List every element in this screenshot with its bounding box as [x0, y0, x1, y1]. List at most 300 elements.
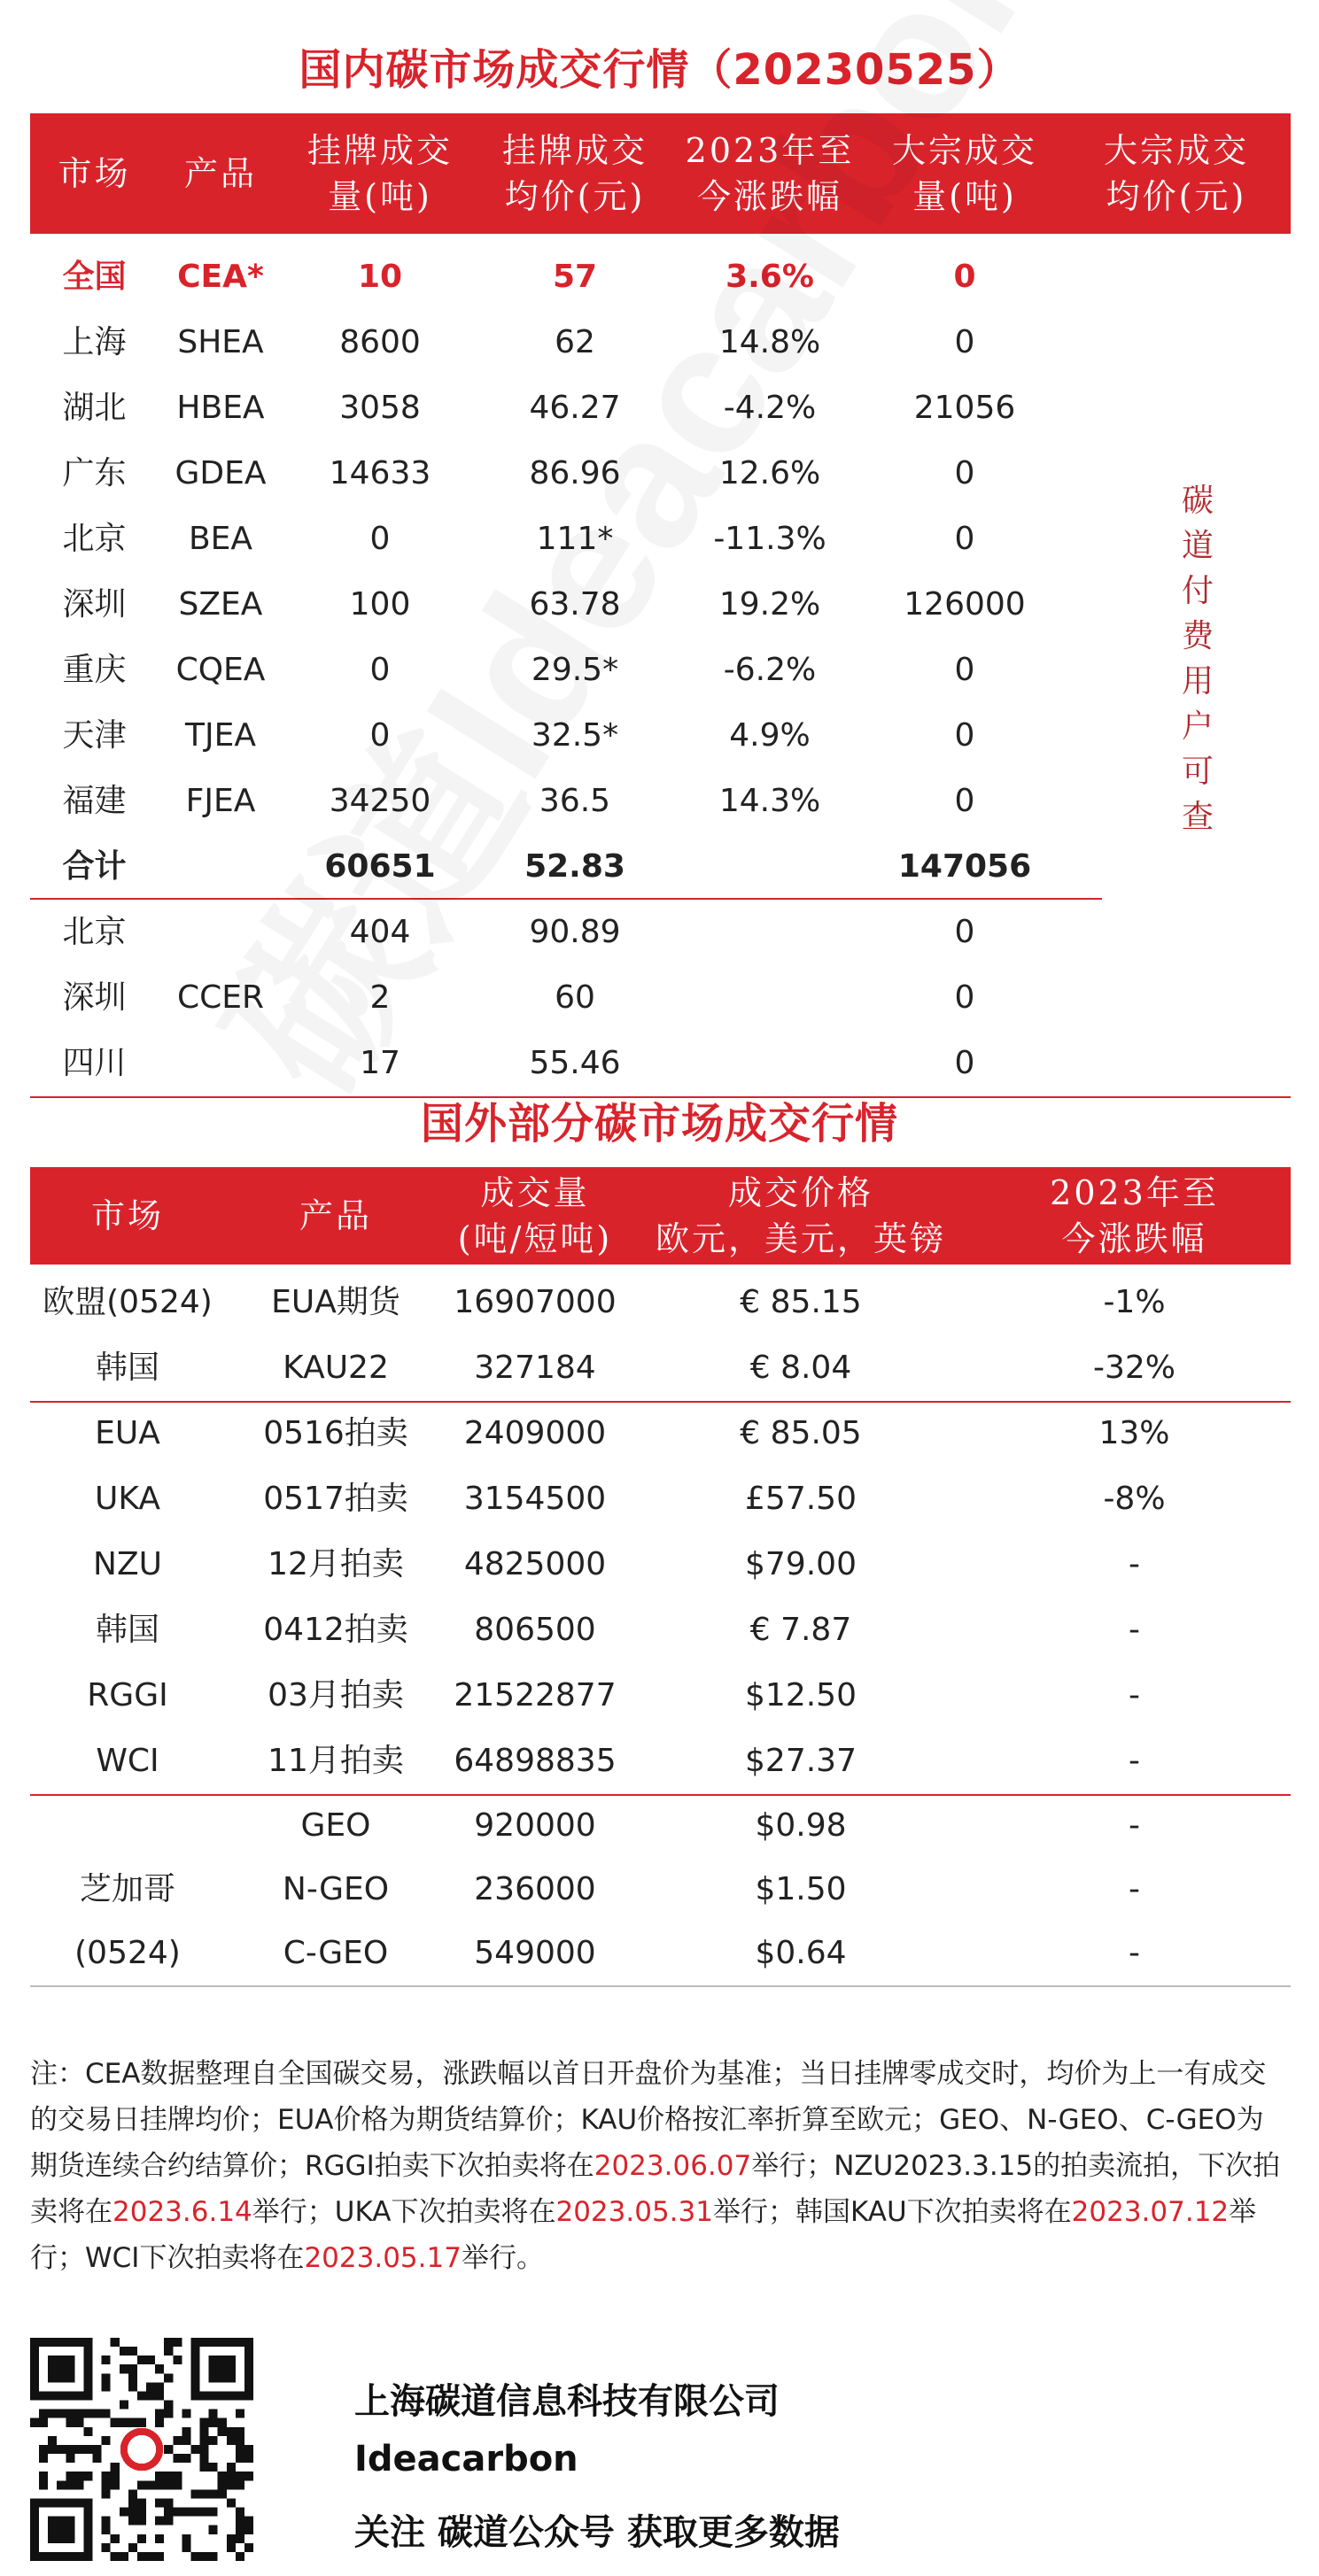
table-cell: 21522877 — [454, 1677, 617, 1713]
qr-module — [182, 2410, 190, 2418]
table-cell: € 85.05 — [740, 1415, 862, 1451]
table-cell: $27.37 — [745, 1743, 857, 1779]
table-row — [30, 1466, 1291, 1532]
table-cell: 2 — [369, 979, 391, 1016]
qr-module — [111, 2463, 120, 2472]
table-cell: NZU — [93, 1546, 162, 1582]
table-cell: 韩国 — [95, 1350, 159, 1386]
qr-module — [200, 2418, 209, 2427]
qr-module — [93, 2410, 102, 2418]
qr-module — [146, 2391, 155, 2400]
qr-module — [244, 2445, 253, 2454]
qr-module — [137, 2418, 146, 2427]
table-row — [30, 244, 1291, 310]
qr-module — [244, 2543, 253, 2552]
table-cell: 57 — [552, 259, 598, 295]
header-line: (吨/短吨) — [457, 1219, 613, 1258]
table-cell: 63.78 — [529, 586, 621, 623]
qr-module — [209, 2418, 218, 2427]
qr-module — [57, 2445, 66, 2454]
qr-module — [200, 2427, 209, 2436]
qr-module — [173, 2436, 182, 2445]
qr-module — [155, 2391, 164, 2400]
table-cell: $0.98 — [755, 1807, 847, 1844]
qr-module — [66, 2445, 74, 2454]
qr-module — [164, 2517, 173, 2526]
qr-module — [227, 2534, 236, 2543]
side-note-text: 碳道付费用户可查 — [1181, 483, 1214, 835]
table-cell: -8% — [1103, 1481, 1166, 1517]
table-cell: 64898835 — [454, 1743, 617, 1779]
qr-module — [83, 2410, 92, 2418]
table-cell: CQEA — [175, 652, 266, 688]
qr-module — [111, 2418, 120, 2427]
table-cell: 404 — [349, 914, 411, 950]
qr-module — [137, 2552, 146, 2561]
qr-module — [146, 2382, 155, 2391]
qr-module — [236, 2410, 244, 2418]
qr-module — [111, 2338, 120, 2347]
table-cell: 4825000 — [463, 1546, 607, 1582]
footnote — [30, 2051, 1288, 2281]
header-line: 市场 — [58, 154, 131, 193]
qr-module — [74, 2480, 83, 2489]
table-cell: 0 — [954, 979, 975, 1016]
qr-module — [66, 2480, 74, 2489]
qr-module — [39, 2445, 48, 2454]
qr-module — [155, 2382, 164, 2391]
table-cell: 天津 — [62, 717, 127, 754]
qr-module — [200, 2445, 209, 2454]
table-cell: 111* — [536, 521, 614, 557]
qr-module — [209, 2489, 218, 2498]
table-row — [30, 1532, 1291, 1597]
table-cell: 12月拍卖 — [268, 1546, 404, 1582]
table-cell: 北京 — [62, 521, 127, 557]
qr-module — [209, 2410, 218, 2418]
qr-module — [182, 2534, 190, 2543]
domestic-col-header — [30, 151, 159, 197]
qr-module — [236, 2427, 244, 2436]
table-cell: GEO — [300, 1807, 371, 1844]
qr-module — [209, 2463, 218, 2472]
qr-module — [164, 2498, 173, 2507]
qr-module — [48, 2436, 57, 2445]
qr-module — [102, 2517, 111, 2526]
qr-module — [209, 2436, 218, 2445]
divider — [30, 1401, 1291, 1403]
table-row — [30, 1597, 1291, 1663]
qr-module — [244, 2517, 253, 2526]
qr-module — [39, 2410, 48, 2418]
table-row — [30, 1401, 1291, 1466]
qr-module — [236, 2552, 244, 2561]
qr-module — [137, 2534, 146, 2543]
table-cell: $12.50 — [745, 1677, 857, 1713]
table-cell: $79.00 — [745, 1546, 857, 1582]
note-date: 2023.6.14 — [113, 2196, 252, 2228]
foreign-table-header — [30, 1167, 1291, 1265]
qr-module — [137, 2356, 146, 2364]
qr-module — [218, 2480, 227, 2489]
table-row — [30, 572, 1291, 638]
qr-module — [164, 2410, 173, 2418]
note-date: 2023.07.12 — [1071, 2196, 1230, 2228]
header-line: 市场 — [90, 1196, 164, 1235]
table-cell: 34250 — [329, 783, 431, 819]
table-cell: 55.46 — [529, 1045, 621, 1081]
table-cell: 上海 — [62, 324, 127, 360]
qr-module — [236, 2445, 244, 2454]
table-cell: 3058 — [339, 390, 421, 426]
domestic-table-header — [30, 113, 1291, 234]
qr-module — [128, 2347, 137, 2356]
header-line: 今涨跌幅 — [1061, 1219, 1207, 1258]
header-line: 均价(元) — [504, 177, 646, 216]
qr-module — [236, 2472, 244, 2480]
qr-module — [155, 2498, 164, 2507]
qr-module — [227, 2543, 236, 2552]
table-cell: 14633 — [329, 455, 431, 491]
qr-module — [39, 2418, 48, 2427]
qr-module — [227, 2427, 236, 2436]
table-cell: £57.50 — [745, 1481, 857, 1517]
note-text: 举行；NZU2023.3.15的拍卖流拍，下次拍卖将在 — [30, 2150, 1281, 2228]
qr-module — [48, 2356, 74, 2382]
note-date: 2023.06.07 — [594, 2150, 752, 2182]
qr-module — [66, 2472, 74, 2480]
qr-module — [102, 2436, 111, 2445]
qr-module — [182, 2427, 190, 2436]
qr-module — [128, 2517, 137, 2526]
table-cell: 60 — [555, 979, 595, 1016]
qr-module — [102, 2489, 111, 2498]
table-cell: 549000 — [474, 1935, 596, 1971]
table-cell: 2409000 — [463, 1415, 607, 1451]
table-cell: 3.6% — [725, 259, 814, 295]
table-cell: TJEA — [185, 717, 256, 754]
qr-module — [102, 2526, 111, 2534]
table-row — [30, 310, 1291, 375]
header-line: 量(吨) — [328, 177, 432, 216]
qr-module — [146, 2552, 155, 2561]
qr-module — [209, 2552, 218, 2561]
table-cell: 0 — [954, 521, 975, 557]
qr-module — [120, 2508, 128, 2517]
foreign-col-header — [225, 1193, 446, 1239]
table-row — [30, 1270, 1291, 1335]
table-cell: EUA — [95, 1415, 160, 1451]
qr-module — [173, 2356, 182, 2364]
table-cell: -1% — [1103, 1284, 1166, 1320]
header-line: 产品 — [299, 1196, 372, 1235]
qr-module — [146, 2356, 155, 2364]
foreign-col-header — [30, 1193, 225, 1239]
qr-module — [137, 2517, 146, 2526]
qr-code[interactable] — [30, 2338, 253, 2561]
table-cell: 湖北 — [62, 390, 127, 426]
qr-module — [120, 2401, 128, 2410]
qr-module — [74, 2445, 83, 2454]
qr-module — [120, 2364, 128, 2373]
table-cell: 806500 — [474, 1612, 596, 1648]
table-cell: - — [1129, 1871, 1140, 1907]
qr-module — [173, 2480, 182, 2489]
qr-module — [236, 2454, 244, 2463]
foreign-col-header — [978, 1170, 1291, 1262]
table-cell: -6.2% — [723, 652, 817, 688]
qr-module — [164, 2401, 173, 2410]
table-row — [30, 1663, 1291, 1729]
note-date: 2023.05.31 — [555, 2196, 713, 2228]
table-cell: 重庆 — [62, 652, 127, 688]
ccer-row — [30, 1031, 1291, 1096]
domestic-col-header — [1062, 128, 1291, 220]
qr-module — [102, 2373, 111, 2382]
qr-module — [66, 2410, 74, 2418]
qr-module — [155, 2364, 164, 2373]
qr-module — [244, 2454, 253, 2463]
qr-module — [155, 2480, 164, 2489]
qr-module — [146, 2480, 155, 2489]
table-cell: 46.27 — [529, 390, 621, 426]
table-cell: -32% — [1092, 1350, 1175, 1386]
table-cell: FJEA — [185, 783, 256, 819]
chicago-market: 芝加哥(0524) — [74, 1871, 181, 1971]
table-cell: - — [1129, 1546, 1140, 1582]
qr-module — [137, 2391, 146, 2400]
qr-module — [173, 2338, 182, 2347]
total-cell: 52.83 — [524, 848, 625, 885]
qr-module — [120, 2347, 128, 2356]
table-cell: € 85.15 — [740, 1284, 862, 1320]
qr-module — [200, 2489, 209, 2498]
qr-module — [173, 2454, 182, 2463]
table-cell: 920000 — [474, 1807, 596, 1844]
table-cell: SZEA — [178, 586, 263, 623]
chicago-row — [30, 1794, 1291, 1858]
qr-module — [155, 2517, 164, 2526]
qr-module — [200, 2508, 209, 2517]
divider — [30, 1985, 1291, 1987]
qr-module — [120, 2418, 128, 2427]
domestic-col-header — [159, 151, 283, 197]
table-cell: 四川 — [62, 1045, 127, 1081]
table-cell: GDEA — [175, 455, 267, 491]
table-cell: 21056 — [913, 390, 1016, 426]
qr-module — [227, 2498, 236, 2507]
table-cell: 0 — [369, 717, 391, 754]
table-row — [30, 1335, 1291, 1401]
header-line: 成交价格 — [727, 1173, 873, 1212]
qr-module — [200, 2463, 209, 2472]
table-row — [30, 769, 1291, 834]
qr-module — [66, 2454, 74, 2463]
domestic-col-header — [867, 128, 1062, 220]
header-line: 挂牌成交 — [306, 131, 453, 170]
note-text: 注：CEA数据整理自全国碳交易，涨跌幅以首日开盘价为基准；当日挂牌零成交时，均价为上一有成交的交易日挂牌均价；EUA价格为期货结算价；KAU价格按汇率折算至欧元；GEO、N-GEO、C-GEO为期货连续合约结算价；RGGI拍卖下次拍卖将在 — [30, 2058, 1267, 2182]
qr-module — [155, 2534, 164, 2543]
header-line: 产品 — [183, 154, 257, 193]
qr-module — [57, 2410, 66, 2418]
qr-module — [74, 2410, 83, 2418]
table-cell: $0.64 — [755, 1935, 847, 1971]
qr-module — [236, 2436, 244, 2445]
table-cell: RGGI — [87, 1677, 168, 1713]
table-cell: 13% — [1098, 1415, 1170, 1451]
qr-module — [57, 2480, 66, 2489]
foreign-col-header — [446, 1170, 624, 1262]
qr-module — [155, 2418, 164, 2427]
qr-module — [164, 2480, 173, 2489]
qr-module — [102, 2356, 111, 2364]
qr-module — [39, 2454, 48, 2463]
qr-module — [83, 2427, 92, 2436]
qr-module — [155, 2472, 164, 2480]
qr-module — [74, 2418, 83, 2427]
qr-module — [236, 2526, 244, 2534]
table-cell: -11.3% — [713, 521, 826, 557]
qr-module — [227, 2472, 236, 2480]
follow-text: 关注 碳道公众号 获取更多数据 — [354, 2512, 840, 2553]
qr-module — [128, 2373, 137, 2382]
table-cell: 62 — [555, 324, 595, 360]
table-cell: 19.2% — [718, 586, 821, 623]
table-cell: EUA期货 — [271, 1284, 400, 1320]
note-text: 举行。 — [461, 2242, 544, 2274]
table-cell: € 7.87 — [749, 1612, 852, 1648]
table-cell: 29.5* — [531, 652, 619, 688]
header-line: 2023年至 — [685, 131, 855, 170]
table-cell: KAU22 — [283, 1350, 389, 1386]
qr-module — [39, 2472, 48, 2480]
table-cell: HBEA — [176, 390, 265, 426]
qr-module — [93, 2445, 102, 2454]
qr-module — [111, 2552, 120, 2561]
ccer-product: CCER — [176, 979, 265, 1016]
table-cell: 0 — [954, 652, 975, 688]
ccer-row — [30, 900, 1291, 965]
header-line: 挂牌成交 — [501, 131, 648, 170]
table-cell: 11月拍卖 — [268, 1743, 404, 1779]
table-cell: C-GEO — [283, 1935, 389, 1971]
qr-module — [200, 2436, 209, 2445]
qr-module — [48, 2445, 57, 2454]
qr-module — [209, 2356, 236, 2382]
qr-module — [128, 2498, 137, 2507]
qr-module — [111, 2472, 120, 2480]
qr-module — [48, 2517, 74, 2543]
qr-module — [102, 2472, 111, 2480]
table-row — [30, 703, 1291, 769]
table-cell: - — [1129, 1807, 1140, 1844]
table-cell: 327184 — [474, 1350, 596, 1386]
qr-module — [128, 2543, 137, 2552]
qr-module — [164, 2338, 173, 2347]
table-cell: 8600 — [339, 324, 421, 360]
qr-module — [244, 2472, 253, 2480]
qr-module — [190, 2445, 199, 2454]
total-cell: 60651 — [324, 848, 436, 885]
qr-module — [227, 2436, 236, 2445]
qr-module — [102, 2410, 111, 2418]
header-line: 均价(元) — [1106, 177, 1247, 216]
qr-module — [66, 2418, 74, 2427]
note-text: 举行；WCI下次拍卖将在 — [30, 2196, 1257, 2274]
table-cell: 深圳 — [62, 979, 127, 1016]
header-line: 2023年至 — [1050, 1173, 1219, 1212]
qr-module — [182, 2454, 190, 2463]
table-cell: 0517拍卖 — [263, 1481, 408, 1517]
qr-module — [128, 2489, 137, 2498]
table-cell: 0 — [369, 652, 391, 688]
qr-module — [128, 2364, 137, 2373]
qr-module — [120, 2552, 128, 2561]
qr-module — [39, 2480, 48, 2489]
header-line: 成交量 — [480, 1173, 590, 1212]
table-cell: 16907000 — [454, 1284, 617, 1320]
total-cell: 147056 — [897, 848, 1032, 885]
table-cell: 86.96 — [529, 455, 621, 491]
table-row — [30, 375, 1291, 441]
qr-module — [102, 2480, 111, 2489]
table-cell: 0412拍卖 — [263, 1612, 408, 1648]
qr-module — [218, 2489, 227, 2498]
qr-module — [164, 2472, 173, 2480]
table-cell: 32.5* — [531, 717, 619, 754]
table-cell: SHEA — [177, 324, 264, 360]
qr-module — [164, 2347, 173, 2356]
table-cell: 北京 — [62, 914, 127, 950]
header-line: 今涨跌幅 — [696, 177, 842, 216]
domestic-col-header — [283, 128, 477, 220]
table-cell: 100 — [349, 586, 411, 623]
qr-module — [236, 2508, 244, 2517]
table-cell: 0 — [953, 259, 976, 295]
foreign-col-header — [624, 1170, 978, 1262]
qr-module — [128, 2418, 137, 2427]
qr-module — [236, 2480, 244, 2489]
qr-module — [190, 2489, 199, 2498]
table-cell: CEA* — [177, 259, 264, 295]
qr-module — [190, 2552, 199, 2561]
header-line: 量(吨) — [912, 177, 1017, 216]
table-cell: - — [1129, 1612, 1140, 1648]
table-cell: WCI — [96, 1743, 159, 1779]
table-cell: BEA — [188, 521, 253, 557]
qr-module — [200, 2454, 209, 2463]
qr-module — [164, 2445, 173, 2454]
qr-module — [102, 2382, 111, 2391]
table-cell: - — [1129, 1677, 1140, 1713]
table-cell: 深圳 — [62, 586, 127, 623]
qr-module — [200, 2552, 209, 2561]
table-cell: 4.9% — [729, 717, 811, 754]
qr-module — [164, 2508, 173, 2517]
qr-module — [137, 2508, 146, 2517]
qr-module — [83, 2472, 92, 2480]
qr-module — [128, 2508, 137, 2517]
brand-name: Ideacarbon — [354, 2439, 578, 2479]
qr-module — [111, 2480, 120, 2489]
qr-module — [182, 2436, 190, 2445]
table-cell: 欧盟(0524) — [43, 1284, 213, 1320]
table-row — [30, 1729, 1291, 1794]
table-cell: 福建 — [62, 783, 127, 819]
qr-module — [227, 2480, 236, 2489]
qr-module — [137, 2480, 146, 2489]
table-cell: 126000 — [904, 586, 1026, 623]
